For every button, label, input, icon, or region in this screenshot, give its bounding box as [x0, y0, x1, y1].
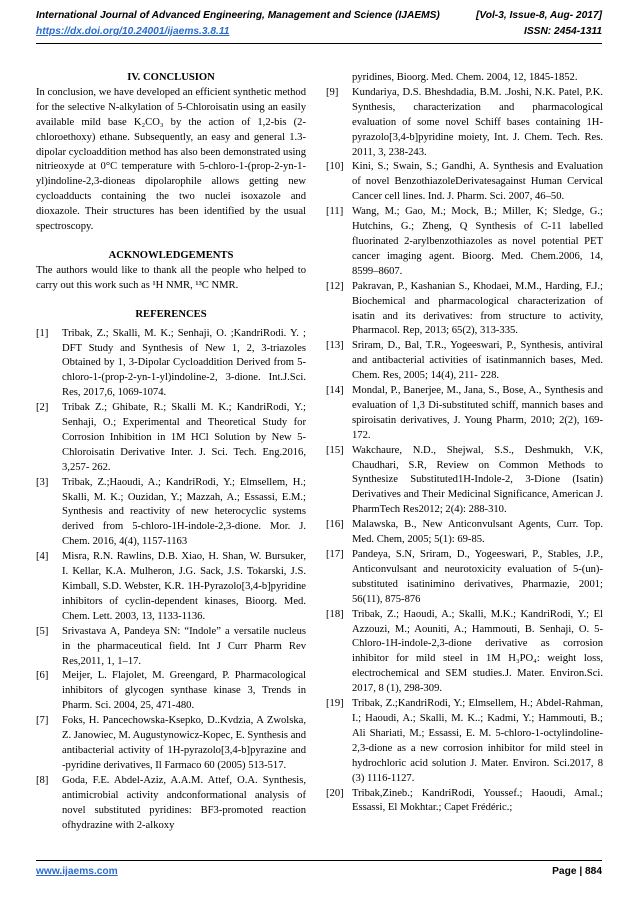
right-column [326, 71, 603, 816]
reference-continuation: pyridines, Bioorg. Med. Chem. 2004, 12, 1845-1852. [352, 72, 578, 83]
reference-item: [4] Misra, R.N. Rawlins, D.B. Xiao, H. Shan, W. Bursuker, I. Kellar, K.A. Mulheron, J.G. Sack, J.S. Tokarski, J.S. Kimball, S.D. Webster, K.R. 1H-Pyrazolo[3,4-b]pyridine inhibitors of cyclin-dependent kinases, Bioorg. Med. Chem. Lett. 2003, 13, 1133-1136. [36, 551, 306, 622]
reference-item: [14] Mondal, P., Banerjee, M., Jana, S., Bose, A., Synthesis and evaluation of 1,3 Di-substituted schiff, mannich bases and spiroisatin derivatives, J. Young Pharm, 2010; 2(2), 169-172. [326, 385, 603, 441]
journal-title: International Journal of Advanced Engineering, Management and Science (IJAEMS) [36, 10, 440, 21]
reference-item: [3] Tribak, Z.;Haoudi, A.; KandriRodi, Y.; Elmsellem, H.; Skalli, M. K.; Ouzidan, Y.; Mazzah, A.; Essassi, E.M.; Synthesis and reactivity of new heterocyclic systems derived from 5-chloro-1H-indole-2,3-dione. Mor. J. Chem. 2016, 4(4), 1157-1163 [36, 476, 306, 548]
page-number: Page | 884 [552, 866, 602, 877]
issn: ISSN: 2454-1311 [524, 26, 602, 37]
reference-item: [9] Kundariya, D.S. Bheshdadia, B.M. .Joshi, N.K. Patel, P.K. Synthesis, characterization and pharmacological evaluation of some novel Schiff bases containing 1H-pyrazolo[3,4-b]pyridine moiety, Int. J. Chem. Tech. Res. 2011, 3, 238-243. [326, 86, 603, 158]
left-column [36, 71, 306, 833]
conclusion-heading: IV. CONCLUSION [127, 72, 215, 83]
reference-item: [17] Pandeya, S.N, Sriram, D., Yogeeswari, P., Stables, J.P., Anticonvulsant and neurotoxicity evaluation of 5-(un)-substituted isatinimino derivatives, Pharmazie, 2001; 56(11), 875-876 [326, 549, 603, 605]
acknowledgements-heading: ACKNOWLEDGEMENTS [108, 249, 234, 261]
conclusion-paragraph: In conclusion, we have developed an efficient synthetic method for the selective N-alkylation of 5-Chloroisatin using an easily available mild base K₂CO₃ by the action of 1,2-bis (2-chloroethoxy) ethane. Subsequently, an easy and general 1.3-dipolar cycloaddition method has also been demonstrated using nitrieoxyde at 0°C temperature with 5-chloro-1-(prop-2-yn-1-yl)indoline-2,3-dioneas dipolarophile allows getting new cycloadducts containing the two nuclei isoxazole and dioxazole. Their structures has been identified by the usual spectroscopy. [36, 86, 306, 233]
reference-item: [13] Sriram, D., Bal, T.R., Yogeeswari, P., Synthesis, antiviral and antibacterial activities of isatinmannich bases, Med. Chem. Res, 2005; 14(4), 211- 228. [326, 340, 603, 382]
reference-item: [10] Kini, S.; Swain, S.; Gandhi, A. Synthesis and Evaluation of novel BenzothiazoleDerivatesagainst Human Cervical Cancer cell lines. Ind. J. Pharm. Sci. 2007, 46–50. [326, 161, 603, 203]
reference-item: [18] Tribak, Z.; Haoudi, A.; Skalli, M.K.; KandriRodi, Y.; El Azzouzi, M.; Aouniti, A.; Hammouti, B. Senhaji, O. 5-Chloro-1H-indole-2,3-dione derivative as corrosion inhibitor for mild steel in 1M H₃PO₄: weight loss, electrochemical and SEM studies.J. Mater. Environ.Sci. 2017, 8 (1), 298-309. [326, 608, 603, 695]
reference-item: [16] Malawska, B., New Anticonvulsant Agents, Curr. Top. Med. Chem, 2005; 5(1): 69-85. [326, 519, 603, 546]
reference-item: [1] Tribak, Z.; Skalli, M. K.; Senhaji, O. ;KandriRodi. Y. ; DFT Study and Synthesis of New 1, 2, 3-triazoles Obtained by 1, 3-Dipolar Cycloaddition Derived from 5-chloro-1-(prop-2-yn-1-yl)indoline-2, 3-dione. Int.J.Sci. Res, 2017,6, 1069-1074. [36, 327, 306, 399]
reference-item: [12] Pakravan, P., Kashanian S., Khodaei, M.M., Harding, F.J.; Biochemical and pharmacological characterization of isatin and its derivatives: from structure to activity, Pharmacol. Rep, 2013; 65(2), 313-335. [326, 280, 603, 337]
reference-item: [7] Foks, H. Pancechowska-Ksepko, D..Kvdzia, A Zwolska, Z. Janowiec, M. Augustynowicz-Kopec, E. Synthesis and antibacterial activity of 1H-pyrazolo[3,4-b]pyrazine and -pyridine derivatives, Il Farmaco 60 (2005) 513-517. [36, 715, 306, 771]
acknowledgements-paragraph: The authors would like to thank all the people who helped to carry out this work such as ¹H NMR, ¹³C NMR. [36, 264, 306, 291]
reference-item: [2] Tribak Z.; Ghibate, R.; Skalli M. K.; KandriRodi, Y.; Senhaji, O.; Experimental and Theoretical Study for Corrosion Inhibition in 1M HCl Solution by New 5-Chloroisatin Derivative Inter. J. Sci. Tech. Eng.2016, 3,257- 262. [36, 402, 306, 473]
reference-item: [5] Srivastava A, Pandeya SN: “Indole” a versatile nucleus in the pharmaceutical field. Int J Curr Pharm Rev Res,2011, 1, 1–17. [36, 625, 306, 667]
site-link[interactable]: www.ijaems.com [36, 866, 118, 877]
reference-item: [8] Goda, F.E. Abdel-Aziz, A.A.M. Attef, O.A. Synthesis, antimicrobial activity andconformational analysis of novel substituted pyridines: BF3-promoted reaction ofhydrazine with 2-alkoxy [36, 774, 306, 831]
doi-link[interactable]: https://dx.doi.org/10.24001/ijaems.3.8.11 [36, 26, 230, 37]
volume-issue: [Vol-3, Issue-8, Aug- 2017] [475, 10, 602, 21]
reference-item: [6] Meijer, L. Flajolet, M. Greengard, P. Pharmacological inhibitors of glycogen synthase kinase 3, Trends in Pharm. Sci. 2004, 25, 471-480. [36, 670, 306, 712]
footer-rule [36, 860, 602, 861]
reference-item: [19] Tribak, Z.;KandriRodi, Y.; Elmsellem, H.; Abdel-Rahman, I.; Haoudi, A.; Skalli, M. K..; Kadmi, Y.; Hammouti, B.; Ali Shariati, M.; Essassi, E. M. 5-chloro-1-octylindoline-2,3-dione as a new corrosion inhibitor for mild steel in hydrochloric acid solution J. Mater. Environ. Sci.2017, 8 (3) 1116-1127. [326, 698, 603, 784]
references-heading: REFERENCES [135, 308, 207, 320]
header-rule [36, 43, 602, 44]
reference-item: [15] Wakchaure, N.D., Shejwal, S.S., Deshmukh, V.K, Chaudhari, S.R, Review on Common Methods to Synthesize Substituted1H-Indole-2, 3-Dione (Isatin) Derivatives and Their Medicinal Significance, American J. PharmTech Res2012; 2(4): 288-310. [326, 444, 603, 516]
reference-item: [20] Tribak,Zineb.; KandriRodi, Youssef.; Haoudi, Amal.; Essassi, El Mokhtar.; Capet Frédéric.; [326, 787, 603, 814]
reference-item: [11] Wang, M.; Gao, M.; Mock, B.; Miller, K; Sledge, G.; Hutchins, G.; Zheng, Q Synthesis of C-11 labelled fluorinated 2-arylbenzothiazoles as novel potential PET cancer imaging agent. Bioorg. Med. Chem.2006, 14, 8599–8607. [326, 206, 603, 277]
